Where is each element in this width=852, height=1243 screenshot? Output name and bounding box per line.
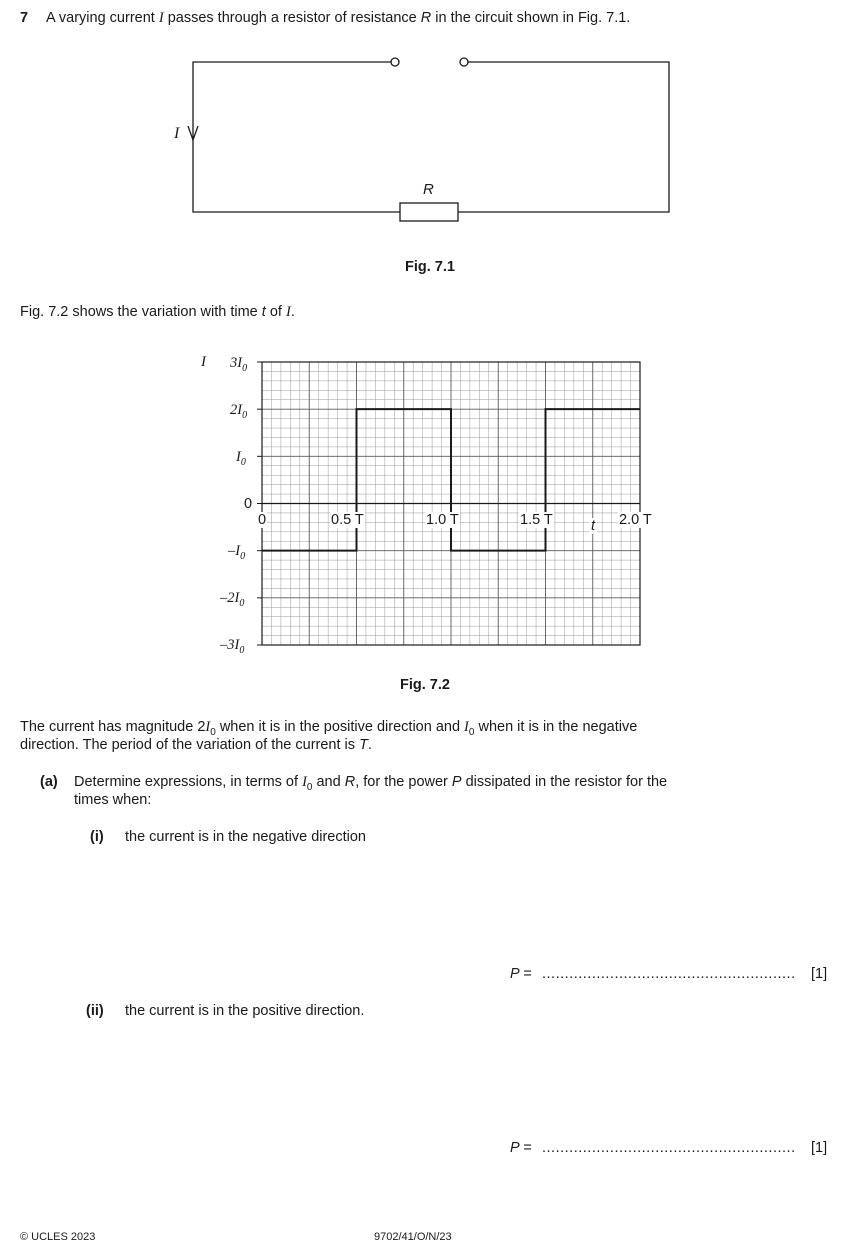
y-tick-label: 0 bbox=[244, 496, 253, 512]
part-a-label: (a) bbox=[40, 774, 58, 790]
x-tick-label: 1.0 T bbox=[426, 512, 459, 528]
figure1-caption: Fig. 7.1 bbox=[405, 259, 455, 275]
y-tick-label: $2I_0$ bbox=[230, 402, 248, 421]
y-tick-label: $-I_0$ bbox=[228, 543, 246, 562]
figure2-intro: Fig. 7.2 shows the variation with time t of I. bbox=[20, 304, 295, 320]
part-i-answer-prefix: P = bbox=[510, 966, 532, 982]
part-a-line-2: times when: bbox=[74, 792, 152, 808]
y-axis-label: I bbox=[201, 354, 206, 370]
footer-copyright: © UCLES 2023 bbox=[20, 1231, 96, 1243]
y-tick-label: $I_0$ bbox=[236, 449, 246, 468]
part-ii-label: (ii) bbox=[86, 1003, 104, 1019]
resistor-label: R bbox=[423, 181, 434, 198]
x-tick-label: 0 bbox=[258, 512, 267, 528]
part-i-text: the current is in the negative direction bbox=[125, 829, 366, 845]
x-tick-label: 1.5 T bbox=[520, 512, 553, 528]
footer-code: 9702/41/O/N/23 bbox=[374, 1231, 452, 1243]
part-i-marks: [1] bbox=[811, 966, 828, 982]
current-symbol: I bbox=[158, 10, 164, 26]
x-tick-label: 0.5 T bbox=[331, 512, 364, 528]
question-number: 7 bbox=[20, 10, 29, 26]
part-i-label: (i) bbox=[90, 829, 104, 845]
x-tick-label: 2.0 T bbox=[619, 512, 652, 528]
figure2-caption: Fig. 7.2 bbox=[400, 677, 450, 693]
part-a-line-1: Determine expressions, in terms of $I_0$ and R, for the power P dissipated in the resistor for the bbox=[74, 774, 668, 793]
x-axis-label: t bbox=[591, 518, 596, 534]
y-tick-label: $3I_0$ bbox=[230, 355, 248, 374]
part-ii-answer-prefix: P = bbox=[510, 1140, 532, 1156]
description-line-2: direction. The period of the variation of the current is T. bbox=[20, 737, 372, 753]
part-i-answer-line[interactable]: ........................................................ bbox=[542, 966, 796, 982]
current-label: I bbox=[174, 125, 180, 142]
description-line-1: The current has magnitude $2I_0$ when it is in the positive direction and $I_0$ when it is in the negative bbox=[20, 719, 638, 738]
part-ii-marks: [1] bbox=[811, 1140, 828, 1156]
question-text: A varying current I passes through a resistor of resistance R in the circuit shown in Fig. 7.1. bbox=[46, 10, 631, 26]
resistance-symbol: R bbox=[420, 10, 432, 26]
y-tick-label: $-3I_0$ bbox=[220, 637, 245, 656]
part-ii-answer-line[interactable]: ........................................................ bbox=[542, 1140, 796, 1156]
y-tick-label: $-2I_0$ bbox=[220, 590, 245, 609]
part-ii-text: the current is in the positive direction. bbox=[125, 1003, 365, 1019]
